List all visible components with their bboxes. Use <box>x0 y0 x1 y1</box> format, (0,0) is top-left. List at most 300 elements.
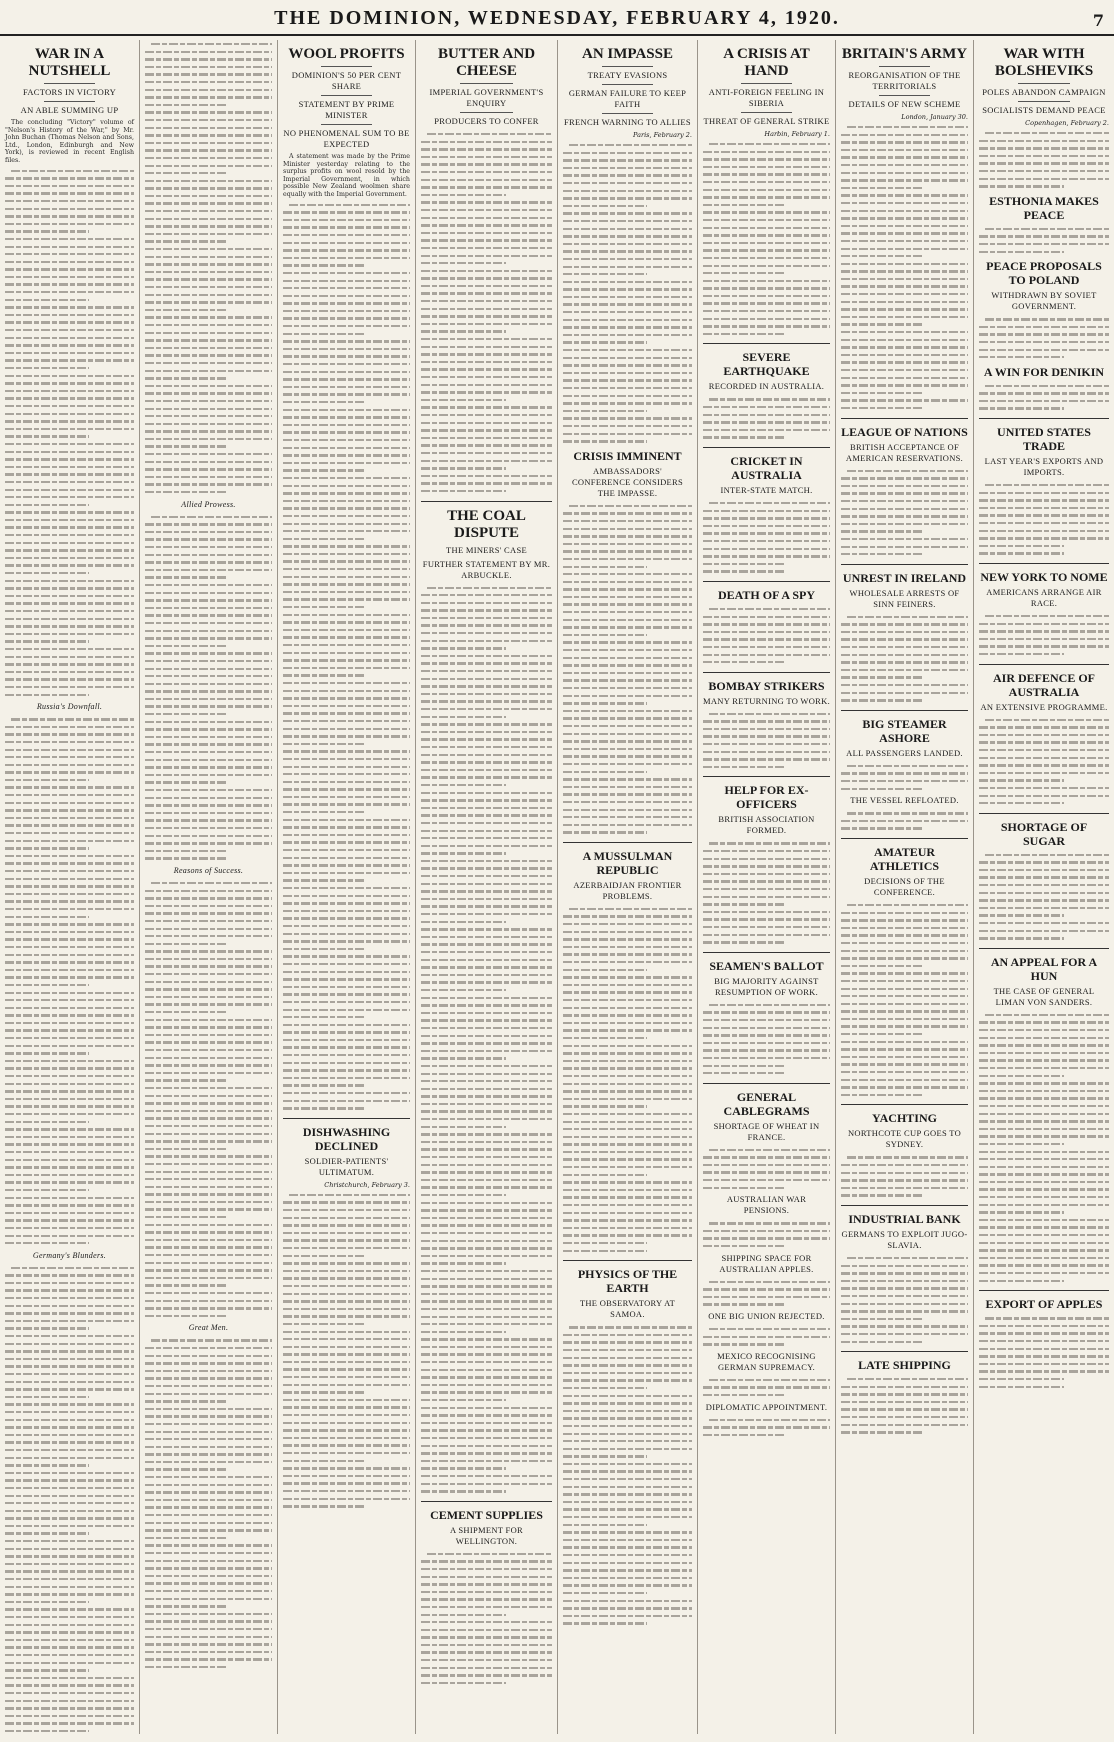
text-line <box>5 753 134 761</box>
text-line <box>563 943 692 951</box>
text-line <box>421 796 552 804</box>
text-line <box>145 1031 272 1039</box>
body-text-block <box>563 905 692 1254</box>
text-line <box>703 514 830 522</box>
text-line <box>703 1219 830 1227</box>
text-line <box>145 1076 272 1084</box>
text-line <box>145 680 272 688</box>
text-line <box>563 928 692 936</box>
text-line <box>283 975 410 983</box>
text-line <box>145 298 272 306</box>
text-line <box>283 565 410 573</box>
text-line <box>145 215 272 223</box>
text-line <box>5 569 134 577</box>
text-line <box>5 1080 134 1088</box>
article-divider <box>703 343 830 344</box>
text-line <box>145 1213 272 1221</box>
text-line <box>841 1053 968 1061</box>
text-line <box>421 887 552 895</box>
subhead: TREATY EVASIONS <box>587 70 668 80</box>
text-line <box>979 866 1109 874</box>
text-line <box>421 728 552 736</box>
text-line <box>703 1069 830 1077</box>
text-line <box>841 1022 968 1030</box>
text-line <box>283 497 410 505</box>
text-line <box>145 962 272 970</box>
text-line <box>145 480 272 488</box>
text-line <box>703 284 830 292</box>
text-line <box>703 529 830 537</box>
text-line <box>421 1656 552 1664</box>
body-text-block <box>979 1011 1109 1284</box>
body-text-block <box>283 1191 410 1510</box>
text-line <box>145 154 272 162</box>
article-divider <box>979 813 1109 814</box>
inline-subhead: Great Men. <box>188 1323 229 1333</box>
divider <box>321 124 372 125</box>
text-line <box>841 550 968 558</box>
text-line <box>563 676 692 684</box>
text-line <box>563 1087 692 1095</box>
text-line <box>421 1573 552 1581</box>
text-line <box>979 851 1109 859</box>
text-line <box>421 1039 552 1047</box>
text-line <box>703 330 830 338</box>
text-line <box>5 1636 134 1644</box>
text-line <box>145 1625 272 1633</box>
text-line <box>979 1329 1109 1337</box>
headline: BIG STEAMER ASHORE <box>862 716 947 745</box>
text-line <box>5 280 134 288</box>
text-line <box>145 93 272 101</box>
text-line <box>703 1176 830 1184</box>
text-line <box>979 1110 1109 1118</box>
lead-paragraph: A statement was made by the Prime Minister yesterday relating to the surplus profits on wool resold by the Imperial Government, in which possible New Zealand woolmen share equally with the Imperial Government. <box>283 153 410 198</box>
text-line <box>145 359 272 367</box>
text-line <box>5 1454 134 1462</box>
text-line <box>979 761 1109 769</box>
text-line <box>421 1664 552 1672</box>
text-line <box>5 501 134 509</box>
text-line <box>841 824 968 832</box>
text-line <box>5 1416 134 1424</box>
text-line <box>5 1727 134 1734</box>
text-line <box>5 318 134 326</box>
divider <box>741 112 792 113</box>
text-line <box>563 813 692 821</box>
text-line <box>979 731 1109 739</box>
body-text-block <box>703 1325 830 1348</box>
text-line <box>979 1360 1109 1368</box>
text-line <box>5 1681 134 1689</box>
text-line <box>145 1390 272 1398</box>
text-line <box>563 1171 692 1179</box>
text-line <box>841 809 968 817</box>
text-line <box>563 1354 692 1362</box>
text-line <box>979 650 1109 658</box>
text-line <box>145 291 272 299</box>
body-text-block <box>563 502 692 836</box>
subhead: IMPERIAL GOVERNMENT'S ENQUIRY <box>429 87 544 108</box>
text-line <box>145 535 272 543</box>
text-line <box>703 915 830 923</box>
text-line <box>5 981 134 989</box>
text-line <box>421 1457 552 1465</box>
text-line <box>421 834 552 842</box>
text-line <box>5 394 134 402</box>
text-line <box>145 245 272 253</box>
text-line <box>979 1125 1109 1133</box>
text-line <box>145 634 272 642</box>
column-7 <box>836 40 974 1734</box>
text-line <box>979 934 1109 942</box>
text-line <box>563 547 692 555</box>
text-line <box>145 199 272 207</box>
text-line <box>703 1293 830 1301</box>
text-line <box>979 792 1109 800</box>
article-divider <box>841 1104 968 1105</box>
column-6 <box>698 40 836 1734</box>
text-line <box>563 1080 692 1088</box>
text-line <box>421 994 552 1002</box>
text-line <box>703 239 830 247</box>
text-line <box>283 945 410 953</box>
text-line <box>421 880 552 888</box>
text-line <box>5 660 134 668</box>
body-text-block <box>841 613 968 704</box>
text-line <box>421 1434 552 1442</box>
text-line <box>5 167 134 175</box>
text-line <box>563 179 692 187</box>
text-line <box>145 1266 272 1274</box>
text-line <box>563 1216 692 1224</box>
text-line <box>283 345 410 353</box>
text-line <box>421 1580 552 1588</box>
text-line <box>563 1460 692 1468</box>
text-line <box>421 449 552 457</box>
text-line <box>421 978 552 986</box>
text-line <box>979 620 1109 628</box>
text-line <box>841 260 968 268</box>
divider <box>1018 83 1070 84</box>
subhead: AMERICANS ARRANGE AIR RACE. <box>986 587 1102 608</box>
article-divider <box>563 1260 692 1261</box>
headline: HELP FOR EX-OFFICERS <box>724 783 809 812</box>
text-line <box>5 1605 134 1613</box>
lead-paragraph: The concluding "Victory" volume of "Nelson's History of the War," by Mr. John Buchan (Thomas Nelson and Sons, Ltd., London, Edinburgh and New York), is reviewed in recent English files. <box>5 119 134 164</box>
text-line <box>283 1388 410 1396</box>
text-line <box>703 763 830 771</box>
text-line <box>145 1465 272 1473</box>
text-line <box>5 723 134 731</box>
divider <box>321 95 372 96</box>
text-line <box>563 1193 692 1201</box>
text-line <box>283 223 410 231</box>
text-line <box>841 1277 968 1285</box>
text-line <box>703 224 830 232</box>
text-line <box>841 909 968 917</box>
text-line <box>421 1123 552 1131</box>
text-line <box>421 221 552 229</box>
text-line <box>421 743 552 751</box>
text-line <box>5 1362 134 1370</box>
text-line <box>421 487 552 495</box>
text-line <box>145 230 272 238</box>
text-line <box>703 1024 830 1032</box>
text-line <box>5 1651 134 1659</box>
text-line <box>841 199 968 207</box>
text-line <box>979 338 1109 346</box>
text-line <box>5 1431 134 1439</box>
text-line <box>421 1183 552 1191</box>
body-text-block <box>703 1376 830 1399</box>
text-line <box>421 1267 552 1275</box>
text-line <box>979 1087 1109 1095</box>
text-line <box>703 1039 830 1047</box>
text-line <box>283 1274 410 1282</box>
subhead: GERMANS TO EXPLOIT JUGO-SLAVIA. <box>841 1228 968 1250</box>
text-line <box>979 1367 1109 1375</box>
text-line <box>283 254 410 262</box>
text-line <box>421 667 552 675</box>
text-line <box>979 1185 1109 1193</box>
text-line <box>421 350 552 358</box>
text-line <box>421 1176 552 1184</box>
text-line <box>145 1595 272 1603</box>
text-line <box>5 1590 134 1598</box>
text-line <box>421 1388 552 1396</box>
text-line <box>421 274 552 282</box>
text-line <box>563 323 692 331</box>
text-line <box>283 421 410 429</box>
text-line <box>841 245 968 253</box>
text-line <box>5 455 134 463</box>
text-line <box>421 1161 552 1169</box>
text-line <box>421 1047 552 1055</box>
text-line <box>145 528 272 536</box>
text-line <box>563 1231 692 1239</box>
text-line <box>145 1114 272 1122</box>
text-line <box>841 1383 968 1391</box>
text-line <box>283 504 410 512</box>
text-line <box>421 1024 552 1032</box>
text-line <box>563 768 692 776</box>
text-line <box>703 1242 830 1250</box>
text-line <box>563 430 692 438</box>
text-line <box>5 1232 134 1240</box>
text-line <box>421 735 552 743</box>
text-line <box>145 382 272 390</box>
text-line <box>979 716 1109 724</box>
body-text-block <box>703 1278 830 1308</box>
headline: AIR DEFENCE OF AUSTRALIA <box>992 670 1095 699</box>
text-line <box>145 520 272 528</box>
text-line <box>703 923 830 931</box>
text-line <box>563 1072 692 1080</box>
text-line <box>563 308 692 316</box>
text-line <box>421 206 552 214</box>
text-line <box>145 1084 272 1092</box>
headline: WAR IN A NUTSHELL <box>28 46 111 79</box>
text-line <box>5 402 134 410</box>
text-line <box>979 182 1109 190</box>
text-line <box>145 139 272 147</box>
text-line <box>563 1125 692 1133</box>
text-line <box>5 645 134 653</box>
text-line <box>979 1094 1109 1102</box>
text-line <box>145 809 272 817</box>
text-line <box>421 1290 552 1298</box>
text-line <box>703 1146 830 1154</box>
text-line <box>563 616 692 624</box>
text-line <box>563 806 692 814</box>
text-line <box>5 531 134 539</box>
text-line <box>421 956 552 964</box>
text-line <box>841 351 968 359</box>
text-line <box>145 824 272 832</box>
text-line <box>421 153 552 161</box>
text-line <box>563 1445 692 1453</box>
text-line <box>145 894 272 902</box>
text-line <box>421 1092 552 1100</box>
article-body <box>283 153 410 199</box>
text-line <box>421 1396 552 1404</box>
text-line <box>5 1545 134 1553</box>
text-line <box>145 887 272 895</box>
text-line <box>145 321 272 329</box>
text-line <box>145 1352 272 1360</box>
text-line <box>283 1097 410 1105</box>
text-line <box>5 1194 134 1202</box>
text-line <box>5 1643 134 1651</box>
text-line <box>283 1358 410 1366</box>
text-line <box>145 1458 272 1466</box>
text-line <box>421 327 552 335</box>
text-line <box>563 669 692 677</box>
text-line <box>979 1148 1109 1156</box>
text-line <box>421 644 552 652</box>
text-line <box>5 561 134 569</box>
text-line <box>563 1346 692 1354</box>
text-line <box>5 1659 134 1667</box>
text-line <box>563 1178 692 1186</box>
body-text-block <box>979 315 1109 361</box>
body-text-block <box>563 1323 692 1627</box>
text-line <box>145 48 272 56</box>
text-line <box>5 1309 134 1317</box>
text-line <box>5 867 134 875</box>
text-line <box>563 1407 692 1415</box>
text-line <box>563 263 692 271</box>
subhead: INTER-STATE MATCH. <box>720 485 813 495</box>
article-divider <box>421 1501 552 1502</box>
text-line <box>841 512 968 520</box>
text-line <box>563 1612 692 1620</box>
text-line <box>145 70 272 78</box>
text-line <box>841 1076 968 1084</box>
text-line <box>5 486 134 494</box>
text-line <box>421 1603 552 1611</box>
text-line <box>979 346 1109 354</box>
text-line <box>703 216 830 224</box>
subhead: AMBASSADORS' CONFERENCE CONSIDERS THE IMPASSE. <box>571 465 684 498</box>
text-line <box>283 489 410 497</box>
text-line <box>841 482 968 490</box>
text-line <box>421 1480 552 1488</box>
text-line <box>145 854 272 862</box>
text-line <box>145 412 272 420</box>
text-line <box>979 1140 1109 1148</box>
divider <box>460 83 512 84</box>
text-line <box>841 1307 968 1315</box>
text-line <box>5 1499 134 1507</box>
text-line <box>563 563 692 571</box>
text-line <box>841 222 968 230</box>
text-line <box>841 474 968 482</box>
text-line <box>283 998 410 1006</box>
text-line <box>283 1434 410 1442</box>
text-line <box>421 1419 552 1427</box>
text-line <box>841 1184 968 1192</box>
column-5 <box>558 40 698 1734</box>
text-line <box>145 306 272 314</box>
text-line <box>979 1322 1109 1330</box>
text-line <box>421 1070 552 1078</box>
text-line <box>421 1426 552 1434</box>
article-body <box>5 119 134 165</box>
text-line <box>5 1347 134 1355</box>
text-line <box>145 169 272 177</box>
text-line <box>563 790 692 798</box>
text-line <box>283 1236 410 1244</box>
text-line <box>563 1505 692 1513</box>
text-line <box>563 821 692 829</box>
text-line <box>421 1062 552 1070</box>
text-line <box>703 877 830 885</box>
text-line <box>145 993 272 1001</box>
text-line <box>421 1366 552 1374</box>
text-line <box>145 642 272 650</box>
text-line <box>145 1450 272 1458</box>
text-line <box>5 1011 134 1019</box>
text-line <box>563 996 692 1004</box>
article-divider <box>979 664 1109 665</box>
text-line <box>563 1034 692 1042</box>
text-line <box>979 481 1109 489</box>
text-line <box>979 1254 1109 1262</box>
article-divider <box>979 948 1109 949</box>
text-line <box>841 191 968 199</box>
text-line <box>841 161 968 169</box>
text-line <box>283 770 410 778</box>
text-line <box>283 1365 410 1373</box>
text-line <box>563 346 692 354</box>
text-line <box>563 623 692 631</box>
text-line <box>145 1122 272 1130</box>
text-line <box>563 149 692 157</box>
text-line <box>841 1375 968 1383</box>
text-line <box>979 549 1109 557</box>
text-line <box>563 1057 692 1065</box>
text-line <box>5 776 134 784</box>
text-line <box>703 155 830 163</box>
text-line <box>841 613 968 621</box>
text-line <box>563 1155 692 1163</box>
text-line <box>421 1100 552 1108</box>
text-line <box>841 320 968 328</box>
body-text-block <box>703 1416 830 1439</box>
text-line <box>703 732 830 740</box>
